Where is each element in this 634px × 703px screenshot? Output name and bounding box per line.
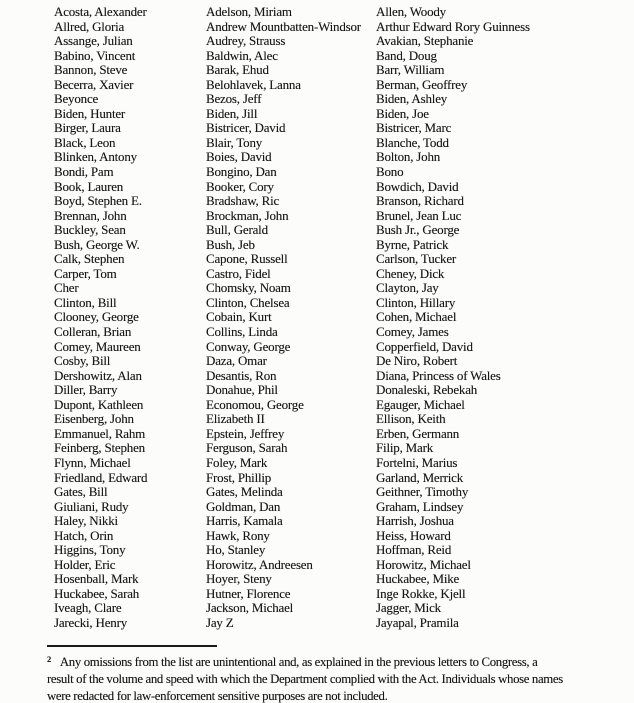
list-item-name: Blanche, Todd: [376, 134, 449, 150]
list-item-name: Jagger, Mick: [376, 600, 441, 616]
footnote-text: Any omissions from the list are unintentional and, as explained in the previous letters to Congress, a: [59, 655, 538, 669]
list-item-name: Book, Lauren: [54, 178, 124, 194]
list-item-name: Jay Z: [206, 614, 234, 630]
list-item-name: Giuliani, Rudy: [54, 498, 129, 514]
list-item-name: Bono: [376, 164, 404, 180]
list-item-name: Bush, Jeb: [206, 236, 255, 252]
list-item-name: Byrne, Patrick: [376, 236, 449, 252]
name-column-2: [206, 5, 361, 631]
list-item-name: Cheney, Dick: [376, 265, 445, 281]
list-item-name: Donaleski, Rebekah: [376, 382, 478, 398]
list-item-name: Branson, Richard: [376, 193, 464, 209]
list-item-name: Higgins, Tony: [54, 542, 126, 558]
list-item-name: Holder, Eric: [54, 556, 116, 572]
list-item-name: Filip, Mark: [376, 440, 434, 456]
list-item-name: Dershowitz, Alan: [54, 367, 142, 383]
list-item-name: Bowdich, David: [376, 178, 459, 194]
list-item-name: Acosta, Alexander: [54, 4, 147, 19]
list-item-name: Economou, George: [206, 396, 304, 412]
list-item-name: Brennan, John: [54, 207, 127, 223]
list-item-name: Clinton, Bill: [54, 294, 117, 310]
list-item-name: Heiss, Howard: [376, 527, 451, 543]
list-item-name: Bull, Gerald: [206, 222, 268, 238]
list-item-name: Bistricer, David: [206, 120, 286, 136]
list-item-name: Huckabee, Mike: [376, 571, 460, 587]
list-item-name: Buckley, Sean: [54, 222, 126, 238]
list-item-name: Jayapal, Pramila: [376, 614, 459, 630]
list-item-name: Black, Leon: [54, 134, 116, 150]
list-item-name: Carlson, Tucker: [376, 251, 457, 267]
list-item-name: Cher: [54, 280, 79, 296]
list-item-name: Birger, Laura: [54, 120, 121, 136]
footnote-line: result of the volume and speed with which the Department complied with the Act. Individuals whose names: [47, 672, 563, 687]
list-item-name: Brockman, John: [206, 207, 289, 223]
list-item-name: Clayton, Jay: [376, 280, 439, 296]
list-item-name: Bondi, Pam: [54, 164, 114, 180]
list-item-name: Frost, Phillip: [206, 469, 272, 485]
list-item-name: Cobain, Kurt: [206, 309, 272, 325]
list-item-name: Allen, Woody: [376, 4, 446, 19]
list-item-name: Jarecki, Henry: [54, 614, 127, 630]
list-item-name: Chomsky, Noam: [206, 280, 291, 296]
list-item-name: Ellison, Keith: [376, 411, 446, 427]
list-item-name: Carper, Tom: [54, 265, 117, 281]
list-item-name: Friedland, Edward: [54, 469, 148, 485]
list-item-name: Andrew Mountbatten-Windsor: [206, 18, 361, 34]
list-item-name: Hatch, Orin: [54, 527, 114, 543]
list-item-name: Calk, Stephen: [54, 251, 125, 267]
footnote-marker: 2: [47, 654, 51, 664]
list-item-name: Cosby, Bill: [54, 353, 111, 369]
list-item-name: Jackson, Michael: [206, 600, 294, 616]
list-item-name: Epstein, Jeffrey: [206, 425, 285, 441]
list-item-name: Comey, Maureen: [54, 338, 141, 354]
list-item-name: Geithner, Timothy: [376, 484, 469, 500]
list-item-name: Avakian, Stephanie: [376, 33, 474, 49]
list-item-name: Graham, Lindsey: [376, 498, 464, 514]
footnote-separator-rule: [47, 645, 217, 647]
list-item-name: Emmanuel, Rahm: [54, 425, 146, 441]
list-item-name: Ferguson, Sarah: [206, 440, 288, 456]
list-item-name: Biden, Jill: [206, 105, 258, 121]
list-item-name: Biden, Hunter: [54, 105, 126, 121]
list-item-name: Horowitz, Andreesen: [206, 556, 313, 572]
list-item-name: Copperfield, David: [376, 338, 473, 354]
list-item-name: Iveagh, Clare: [54, 600, 122, 616]
list-item-name: Bongino, Dan: [206, 164, 277, 180]
list-item-name: Becerra, Xavier: [54, 76, 134, 92]
list-item-name: Brunel, Jean Luc: [376, 207, 462, 223]
list-item-name: Assange, Julian: [54, 33, 133, 49]
list-item-name: Clinton, Chelsea: [206, 294, 290, 310]
list-item-name: Clooney, George: [54, 309, 139, 325]
list-item-name: Capone, Russell: [206, 251, 288, 267]
list-item-name: Hawk, Rony: [206, 527, 270, 543]
list-item-name: Boies, David: [206, 149, 272, 165]
list-item-name: Belohlavek, Lanna: [206, 76, 301, 92]
list-item-name: Barak, Ehud: [206, 62, 269, 78]
list-item-name: Dupont, Kathleen: [54, 396, 144, 412]
list-item-name: Barr, William: [376, 62, 445, 78]
name-column-3: [376, 5, 530, 631]
list-item-name: Arthur Edward Rory Guinness: [376, 18, 530, 34]
list-item-name: Comey, James: [376, 324, 449, 340]
list-item-name: Foley, Mark: [206, 454, 268, 470]
list-item-name: Band, Doug: [376, 47, 437, 63]
list-item-name: Bradshaw, Ric: [206, 193, 280, 209]
list-item-name: Babino, Vincent: [54, 47, 136, 63]
list-item-name: Huckabee, Sarah: [54, 585, 140, 601]
list-item-name: Desantis, Ron: [206, 367, 277, 383]
list-item-name: Ho, Stanley: [206, 542, 266, 558]
list-item-name: Harris, Kamala: [206, 513, 283, 529]
list-item-name: Diller, Barry: [54, 382, 118, 398]
list-item-name: Clinton, Hillary: [376, 294, 456, 310]
list-item-name: Daza, Omar: [206, 353, 267, 369]
list-item-name: Biden, Ashley: [376, 91, 448, 107]
list-item-name: Audrey, Strauss: [206, 33, 286, 49]
list-item-name: Booker, Cory: [206, 178, 274, 194]
list-item-name: Hoyer, Steny: [206, 571, 272, 587]
list-item-name: Gates, Bill: [54, 484, 108, 500]
list-item-name: Bezos, Jeff: [206, 91, 262, 107]
list-item-name: Castro, Fidel: [206, 265, 271, 281]
name-column-1: [54, 5, 147, 631]
footnote-line: [47, 651, 627, 671]
list-item-name: Berman, Geoffrey: [376, 76, 468, 92]
list-item-name: Feinberg, Stephen: [54, 440, 145, 456]
list-item-name: Haley, Nikki: [54, 513, 118, 529]
list-item-name: Eisenberg, John: [54, 411, 134, 427]
footnote: [47, 651, 627, 703]
list-item-name: Boyd, Stephen E.: [54, 193, 142, 209]
list-item-name: Harrish, Joshua: [376, 513, 454, 529]
list-item-name: Blair, Tony: [206, 134, 263, 150]
list-item-name: Colleran, Brian: [54, 324, 132, 340]
list-item-name: Inge Rokke, Kjell: [376, 585, 466, 601]
list-item-name: Conway, George: [206, 338, 291, 354]
list-item-name: Egauger, Michael: [376, 396, 465, 412]
list-item-name: Erben, Germann: [376, 425, 460, 441]
list-item-name: Biden, Joe: [376, 105, 429, 121]
list-item-name: Diana, Princess of Wales: [376, 367, 501, 383]
list-item-name: Fortelni, Marius: [376, 454, 458, 470]
list-item-name: Elizabeth II: [206, 411, 265, 427]
list-item-name: Allred, Gloria: [54, 18, 125, 34]
list-item-name: Goldman, Dan: [206, 498, 281, 514]
list-item-name: Baldwin, Alec: [206, 47, 278, 63]
list-item-name: Gates, Melinda: [206, 484, 283, 500]
list-item-name: Bush, George W.: [54, 236, 140, 252]
list-item-name: Horowitz, Michael: [376, 556, 471, 572]
list-item-name: Hutner, Florence: [206, 585, 291, 601]
list-item-name: Blinken, Antony: [54, 149, 137, 165]
list-item-name: Bolton, John: [376, 149, 441, 165]
list-item-name: De Niro, Robert: [376, 353, 458, 369]
footnote-line: were redacted for law-enforcement sensitive purposes are not included.: [47, 689, 388, 703]
list-item-name: Garland, Merrick: [376, 469, 464, 485]
list-item-name: Collins, Linda: [206, 324, 278, 340]
list-item-name: Hosenball, Mark: [54, 571, 139, 587]
list-item-name: Bannon, Steve: [54, 62, 128, 78]
list-item-name: Donahue, Phil: [206, 382, 278, 398]
list-item-name: Cohen, Michael: [376, 309, 457, 325]
list-item-name: Bush Jr., George: [376, 222, 460, 238]
list-item-name: Beyonce: [54, 91, 99, 107]
list-item-name: Hoffman, Reid: [376, 542, 452, 558]
list-item-name: Flynn, Michael: [54, 454, 131, 470]
list-item-name: Bistricer, Marc: [376, 120, 452, 136]
list-item-name: Adelson, Miriam: [206, 4, 292, 19]
